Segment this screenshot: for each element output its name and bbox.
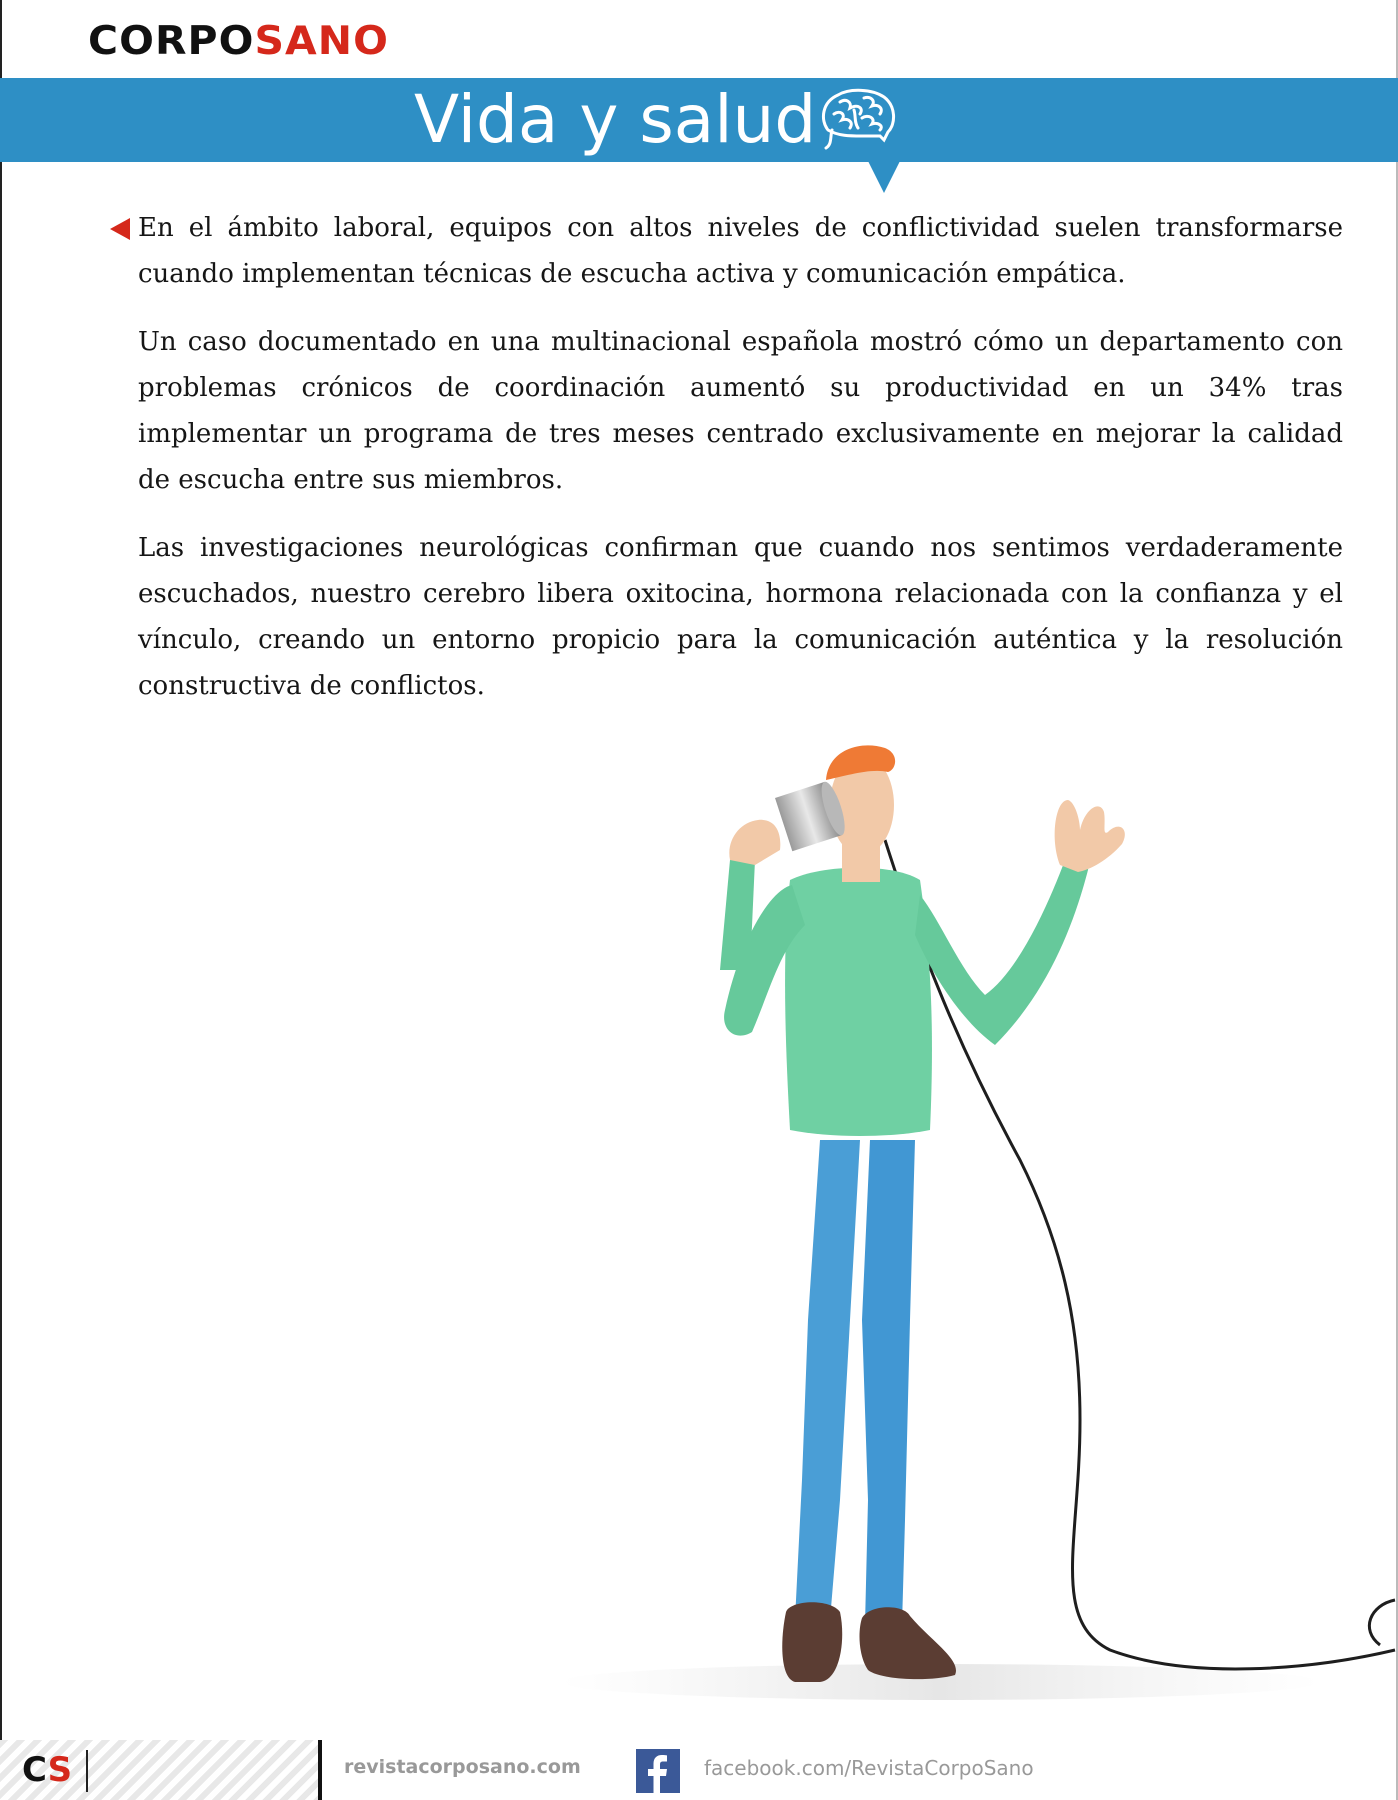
facebook-link[interactable]: facebook.com/RevistaCorpoSano [704, 1756, 1034, 1780]
bullet-arrow-icon [110, 218, 130, 240]
website-link[interactable]: revistacorposano.com [344, 1756, 581, 1778]
footer-logo [22, 1750, 72, 1790]
facebook-icon[interactable] [636, 1749, 680, 1793]
article-paragraph-1: En el ámbito laboral, equipos con altos niveles de conflictividad suelen transformarse cuando implementan técnicas de escucha activa y comunicación empática. [138, 213, 1343, 289]
page-footer [0, 1740, 1398, 1800]
section-title: Vida y salud [414, 81, 817, 158]
page-edge-left [0, 0, 2, 1800]
article-paragraph-2: Un caso documentado en una multinacional española mostró cómo un departamento con problemas crónicos de coordinación aumentó su productividad en un 34% tras implementar un programa de tres meses centrado exclusivamente en mejorar la calidad de escucha entre sus miembros. [138, 327, 1343, 495]
footer-divider-thick [318, 1740, 322, 1800]
footer-logo-s: S [47, 1750, 73, 1790]
footer-logo-c: C [22, 1750, 48, 1790]
logo-corpo: CORPO [88, 19, 255, 64]
corposano-logo [88, 19, 389, 64]
logo-sano: SANO [254, 19, 389, 64]
footer-divider [86, 1750, 88, 1792]
article-body [138, 205, 1343, 731]
tin-can-phone-figure-illustration [490, 720, 1398, 1720]
article-paragraph-3: Las investigaciones neurológicas confirman que cuando nos sentimos verdaderamente escuchados, nuestro cerebro libera oxitocina, hormona relacionada con la confianza y el vínculo, creando un entorno propicio para la comunicación auténtica y la resolución constructiva de conflictos. [138, 533, 1343, 701]
brain-icon [818, 86, 898, 152]
banner-notch [868, 161, 900, 193]
